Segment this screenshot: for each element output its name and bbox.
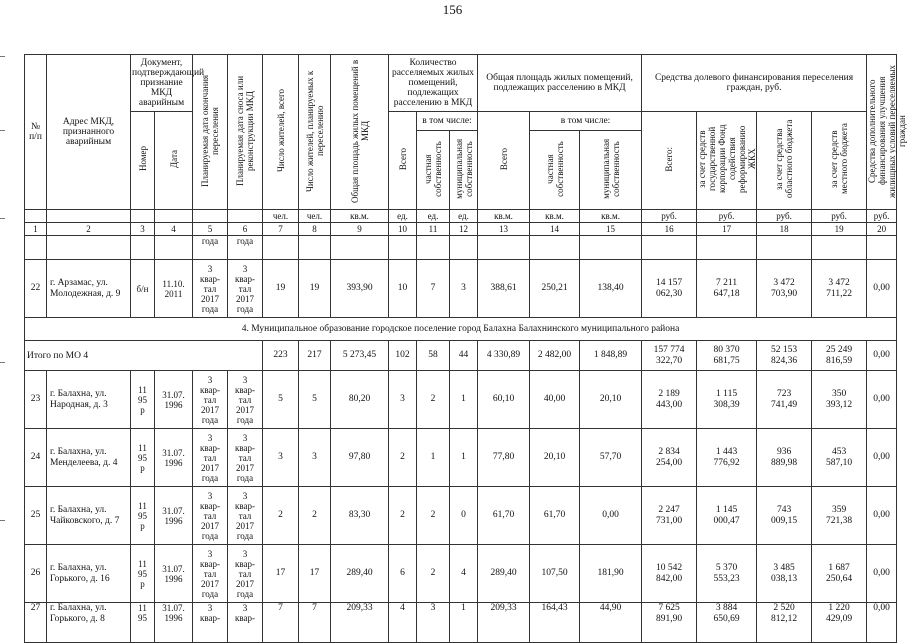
row-number: 24 xyxy=(25,429,47,487)
scan-edge-mark xyxy=(0,362,5,363)
row-area-total: 77,80 xyxy=(478,429,530,487)
row-area-total: 61,70 xyxy=(478,487,530,545)
col-header-including-b: в том числе: xyxy=(530,112,642,131)
row-number: 26 xyxy=(25,545,47,603)
header-row-top xyxy=(25,55,897,112)
col-header-area-group: Общая площадь жилых помещений, подлежащих расселению в МКД xyxy=(478,55,642,112)
row-residents-planned: 3 xyxy=(299,429,331,487)
row-planned-demolition: 3 квар- xyxy=(228,603,263,643)
section-heading-row xyxy=(25,318,897,341)
row-doc-date: 31.07. 1996 xyxy=(155,545,193,603)
row-address: г. Балахна, ул. Горького, д. 16 xyxy=(47,545,131,603)
section-total-row xyxy=(25,341,897,371)
row-rooms-private: 1 xyxy=(417,429,450,487)
row-area-private: 107,50 xyxy=(530,545,580,603)
col-header-municipal: муниципальная собственность xyxy=(450,131,478,210)
row-area: 97,80 xyxy=(331,429,389,487)
row-doc-number: 11 95 xyxy=(131,603,155,643)
row-area: 80,20 xyxy=(331,371,389,429)
row-rooms: 3 xyxy=(389,371,417,429)
col-header-private: частная собственность xyxy=(417,131,450,210)
row-doc-date: 31.07. 1996 xyxy=(155,429,193,487)
scan-edge-mark xyxy=(0,520,5,521)
row-funds-local: 3 472 711,22 xyxy=(812,260,867,318)
row-funds-additional: 0,00 xyxy=(867,487,897,545)
row-residents: 19 xyxy=(263,260,299,318)
row-doc-number: б/н xyxy=(131,260,155,318)
row-residents: 5 xyxy=(263,371,299,429)
row-number: 25 xyxy=(25,487,47,545)
col-number: 14 xyxy=(530,223,580,236)
total-residents: 223 xyxy=(263,341,299,371)
row-area-municipal: 138,40 xyxy=(580,260,642,318)
col-number: 15 xyxy=(580,223,642,236)
row-funds-region: 936 889,98 xyxy=(757,429,812,487)
col-header-funds-fund: за счет средств государственной корпорации Фонд содействия реформированию ЖКХ xyxy=(697,112,757,210)
row-residents-planned: 17 xyxy=(299,545,331,603)
row-number: 27 xyxy=(25,603,47,643)
col-number: 9 xyxy=(331,223,389,236)
page-number: 156 xyxy=(442,2,463,17)
row-residents-planned: 5 xyxy=(299,371,331,429)
total-residents-planned: 217 xyxy=(299,341,331,371)
col-number: 3 xyxy=(131,223,155,236)
unit-cell: кв.м. xyxy=(580,210,642,223)
column-numbers-row xyxy=(25,223,897,236)
resettlement-table xyxy=(24,54,907,643)
row-doc-date: 31.07. 1996 xyxy=(155,487,193,545)
unit-cell: руб. xyxy=(757,210,812,223)
col-header-funds-group: Средства долевого финансирования переселения граждан, руб. xyxy=(642,55,867,112)
row-address: г. Балахна, ул. Народная, д. 3 xyxy=(47,371,131,429)
continuation-cell: года xyxy=(228,236,263,260)
row-rooms-municipal: 0 xyxy=(450,487,478,545)
row-planned-demolition: 3 квар- тал 2017 года xyxy=(228,545,263,603)
total-funds-local: 25 249 816,59 xyxy=(812,341,867,371)
total-funds-additional: 0,00 xyxy=(867,341,897,371)
row-planned-demolition: 3 квар- тал 2017 года xyxy=(228,487,263,545)
col-number: 4 xyxy=(155,223,193,236)
col-header-including-a: в том числе: xyxy=(417,112,478,131)
data-rows xyxy=(25,371,897,643)
scan-edge-mark xyxy=(0,218,5,219)
row-funds-local: 1 220 429,09 xyxy=(812,603,867,643)
total-funds-region: 52 153 824,36 xyxy=(757,341,812,371)
row-area: 393,90 xyxy=(331,260,389,318)
row-rooms-municipal: 1 xyxy=(450,603,478,643)
units-row xyxy=(25,210,897,223)
row-area: 289,40 xyxy=(331,545,389,603)
col-header-funds-local: за счет средств местного бюджета xyxy=(812,112,867,210)
total-funds: 157 774 322,70 xyxy=(642,341,697,371)
row-funds-local: 453 587,10 xyxy=(812,429,867,487)
total-rooms-municipal: 44 xyxy=(450,341,478,371)
continuation-row xyxy=(25,236,897,260)
unit-cell: кв.м. xyxy=(530,210,580,223)
col-number: 13 xyxy=(478,223,530,236)
row-planned-end: 3 квар- тал 2017 года xyxy=(193,429,228,487)
col-number: 7 xyxy=(263,223,299,236)
resettlement-table-sheet xyxy=(24,54,907,640)
row-funds-additional: 0,00 xyxy=(867,429,897,487)
section-total-label: Итого по МО 4 xyxy=(25,341,263,371)
row-area-private: 250,21 xyxy=(530,260,580,318)
row-area-private: 40,00 xyxy=(530,371,580,429)
col-number: 19 xyxy=(812,223,867,236)
table-row xyxy=(25,260,897,318)
col-number: 2 xyxy=(47,223,131,236)
header-row-mid xyxy=(25,112,897,131)
row-area-municipal: 181,90 xyxy=(580,545,642,603)
row-planned-end: 3 квар- тал 2017 года xyxy=(193,545,228,603)
col-number: 5 xyxy=(193,223,228,236)
row-residents: 2 xyxy=(263,487,299,545)
continuation-cell: года xyxy=(193,236,228,260)
total-area-municipal: 1 848,89 xyxy=(580,341,642,371)
row-planned-end: 3 квар- xyxy=(193,603,228,643)
col-number: 10 xyxy=(389,223,417,236)
row-funds-local: 359 721,38 xyxy=(812,487,867,545)
col-header-document: Документ, подтверждающий признание МКД аварийным xyxy=(131,55,193,112)
col-header-funds-region: за счет средства областного бюджета xyxy=(757,112,812,210)
row-residents: 17 xyxy=(263,545,299,603)
row-funds-region: 723 741,49 xyxy=(757,371,812,429)
scan-edge-mark xyxy=(0,56,5,57)
row-address: г. Балахна, ул. Менделеева, д. 4 xyxy=(47,429,131,487)
row-area-total: 209,33 xyxy=(478,603,530,643)
row-doc-number: 11 95 р xyxy=(131,371,155,429)
col-number: 8 xyxy=(299,223,331,236)
row-area-municipal: 0,00 xyxy=(580,487,642,545)
row-funds-fund: 5 370 553,23 xyxy=(697,545,757,603)
col-number: 6 xyxy=(228,223,263,236)
row-area-total: 388,61 xyxy=(478,260,530,318)
total-area-private: 2 482,00 xyxy=(530,341,580,371)
row-rooms: 4 xyxy=(389,603,417,643)
col-header-residents-total: Число жителей, всего xyxy=(263,55,299,210)
row-residents: 7 xyxy=(263,603,299,643)
total-funds-fund: 80 370 681,75 xyxy=(697,341,757,371)
row-funds-total: 2 189 443,00 xyxy=(642,371,697,429)
row-funds-fund: 1 115 308,39 xyxy=(697,371,757,429)
col-number: 11 xyxy=(417,223,450,236)
col-header-area-sum: Всего xyxy=(478,112,530,210)
table-row xyxy=(25,429,897,487)
row-planned-end: 3 квар- тал 2017 года xyxy=(193,371,228,429)
row-address: г. Балахна, ул. Чайковского, д. 7 xyxy=(47,487,131,545)
row-rooms-private: 2 xyxy=(417,371,450,429)
row-funds-additional: 0,00 xyxy=(867,603,897,643)
row-area-private: 61,70 xyxy=(530,487,580,545)
row-rooms: 10 xyxy=(389,260,417,318)
col-number: 18 xyxy=(757,223,812,236)
col-number: 17 xyxy=(697,223,757,236)
row-doc-date: 31.07. 1996 xyxy=(155,371,193,429)
row-area: 83,30 xyxy=(331,487,389,545)
col-number: 1 xyxy=(25,223,47,236)
col-header-area-municipal: муниципальная собственность xyxy=(580,131,642,210)
row-funds-region: 743 009,15 xyxy=(757,487,812,545)
row-area-total: 60,10 xyxy=(478,371,530,429)
row-rooms-municipal: 1 xyxy=(450,371,478,429)
scan-edge-mark xyxy=(0,130,5,131)
row-funds-fund: 3 884 650,69 xyxy=(697,603,757,643)
row-funds-region: 2 520 812,12 xyxy=(757,603,812,643)
total-area-sum: 4 330,89 xyxy=(478,341,530,371)
col-header-planned-end: Планируемая дата окончания переселения xyxy=(193,55,228,210)
col-header-rooms-group: Количество расселяемых жилых помещений, подлежащих расселению в МКД xyxy=(389,55,478,112)
table-row xyxy=(25,545,897,603)
row-number: 22 xyxy=(25,260,47,318)
col-header-doc-number: Номер xyxy=(131,112,155,210)
row-funds-fund: 1 145 000,47 xyxy=(697,487,757,545)
col-header-planned-demolition: Планируемая дата сноса или реконструкции МКД xyxy=(228,55,263,210)
row-planned-demolition: 3 квар- тал 2017 года xyxy=(228,260,263,318)
row-funds-total: 7 625 891,90 xyxy=(642,603,697,643)
col-header-num: № п/п xyxy=(25,55,47,210)
row-area-municipal: 44,90 xyxy=(580,603,642,643)
unit-cell: руб. xyxy=(812,210,867,223)
row-residents: 3 xyxy=(263,429,299,487)
row-rooms: 2 xyxy=(389,429,417,487)
row-planned-demolition: 3 квар- тал 2017 года xyxy=(228,371,263,429)
row-planned-end: 3 квар- тал 2017 года xyxy=(193,260,228,318)
row-funds-region: 3 472 703,90 xyxy=(757,260,812,318)
row-planned-demolition: 3 квар- тал 2017 года xyxy=(228,429,263,487)
col-header-doc-date: Дата xyxy=(155,112,193,210)
col-header-area-total: Общая площадь жилых помещений в МКД xyxy=(331,55,389,210)
row-rooms-private: 7 xyxy=(417,260,450,318)
row-rooms-private: 2 xyxy=(417,545,450,603)
row-funds-local: 1 687 250,64 xyxy=(812,545,867,603)
row-number: 23 xyxy=(25,371,47,429)
unit-cell: ед. xyxy=(389,210,417,223)
table-row xyxy=(25,603,897,643)
unit-cell: чел. xyxy=(299,210,331,223)
unit-cell: кв.м. xyxy=(478,210,530,223)
row-funds-fund: 1 443 776,92 xyxy=(697,429,757,487)
row-doc-number: 11 95 р xyxy=(131,487,155,545)
row-funds-additional: 0,00 xyxy=(867,260,897,318)
total-rooms-private: 58 xyxy=(417,341,450,371)
row-address: г. Арзамас, ул. Молодежная, д. 9 xyxy=(47,260,131,318)
row-rooms-private: 3 xyxy=(417,603,450,643)
row-funds-fund: 7 211 647,18 xyxy=(697,260,757,318)
row-area-private: 20,10 xyxy=(530,429,580,487)
col-header-funds-total: Всего: xyxy=(642,112,697,210)
row-funds-total: 14 157 062,30 xyxy=(642,260,697,318)
section-heading: 4. Муниципальное образование городское поселение город Балахна Балахнинского муниципального района xyxy=(25,318,897,341)
row-funds-total: 2 834 254,00 xyxy=(642,429,697,487)
row-area-municipal: 57,70 xyxy=(580,429,642,487)
row-funds-region: 3 485 038,13 xyxy=(757,545,812,603)
row-address: г. Балахна, ул. Горького, д. 8 xyxy=(47,603,131,643)
col-number: 16 xyxy=(642,223,697,236)
table-row xyxy=(25,371,897,429)
row-area-total: 289,40 xyxy=(478,545,530,603)
row-area: 209,33 xyxy=(331,603,389,643)
row-funds-local: 350 393,12 xyxy=(812,371,867,429)
unit-cell: руб. xyxy=(867,210,897,223)
col-header-funds-additional: Средства дополнительного финансирования улучшения жилищных условий переселяемых граждан xyxy=(867,55,897,210)
row-residents-planned: 19 xyxy=(299,260,331,318)
row-area-municipal: 20,10 xyxy=(580,371,642,429)
row-funds-additional: 0,00 xyxy=(867,545,897,603)
table-row xyxy=(25,487,897,545)
unit-cell: ед. xyxy=(450,210,478,223)
row-residents-planned: 2 xyxy=(299,487,331,545)
row-residents-planned: 7 xyxy=(299,603,331,643)
row-rooms-municipal: 1 xyxy=(450,429,478,487)
col-header-residents-planned: Число жителей, планируемых к переселению xyxy=(299,55,331,210)
row-rooms: 6 xyxy=(389,545,417,603)
row-doc-date: 31.07. 1996 xyxy=(155,603,193,643)
unit-cell: руб. xyxy=(697,210,757,223)
row-rooms-municipal: 4 xyxy=(450,545,478,603)
row-rooms-municipal: 3 xyxy=(450,260,478,318)
total-area: 5 273,45 xyxy=(331,341,389,371)
total-rooms: 102 xyxy=(389,341,417,371)
col-number: 20 xyxy=(867,223,897,236)
row-rooms: 2 xyxy=(389,487,417,545)
row-planned-end: 3 квар- тал 2017 года xyxy=(193,487,228,545)
col-header-area-private: частная собственность xyxy=(530,131,580,210)
unit-cell: ед. xyxy=(417,210,450,223)
row-area-private: 164,43 xyxy=(530,603,580,643)
col-number: 12 xyxy=(450,223,478,236)
row-doc-number: 11 95 р xyxy=(131,429,155,487)
unit-cell: чел. xyxy=(263,210,299,223)
col-header-address: Адрес МКД, признанного аварийным xyxy=(47,55,131,210)
row-rooms-private: 2 xyxy=(417,487,450,545)
row-funds-additional: 0,00 xyxy=(867,371,897,429)
unit-cell: кв.м. xyxy=(331,210,389,223)
row-funds-total: 10 542 842,00 xyxy=(642,545,697,603)
unit-cell: руб. xyxy=(642,210,697,223)
row-doc-date: 11.10. 2011 xyxy=(155,260,193,318)
col-header-rooms-total: Всего xyxy=(389,112,417,210)
row-funds-total: 2 247 731,00 xyxy=(642,487,697,545)
row-doc-number: 11 95 р xyxy=(131,545,155,603)
